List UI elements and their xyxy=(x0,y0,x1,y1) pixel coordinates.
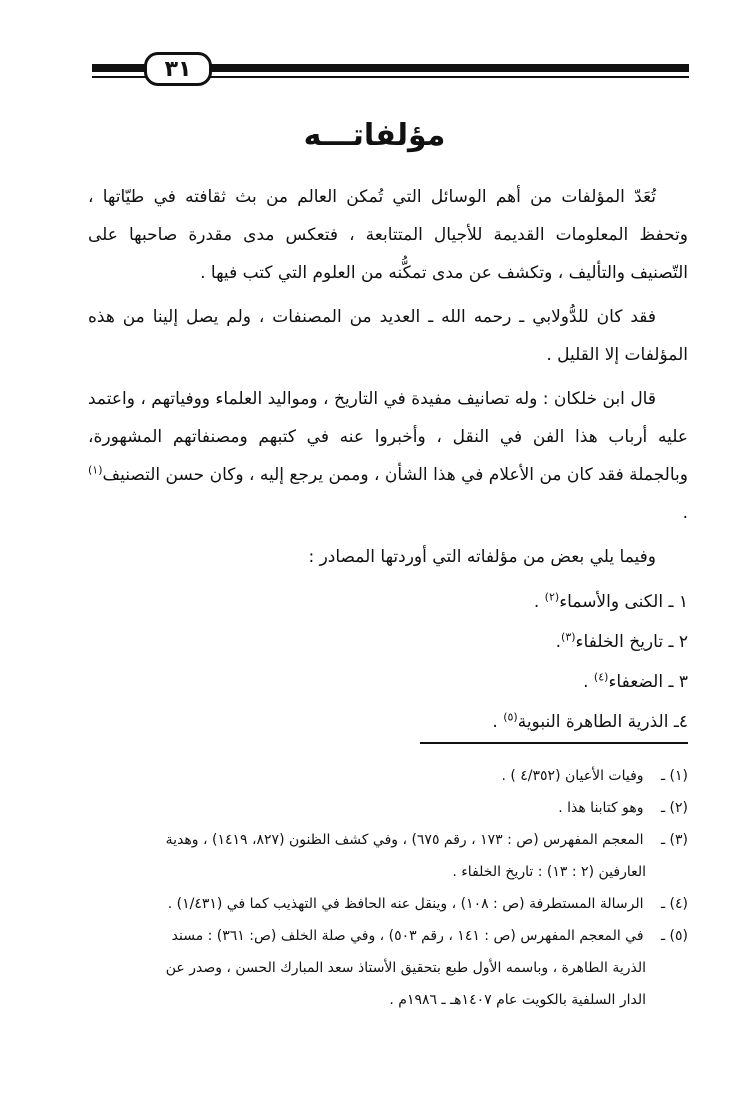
footnote-4 xyxy=(88,888,688,920)
paragraph-4: وفيما يلي بعض من مؤلفاته التي أوردتها المصادر : xyxy=(308,547,656,567)
footnote-text: وهو كتابنا هذا . xyxy=(558,800,644,816)
footnote-text: المعجم المفهرس (ص : ١٧٣ ، رقم ٦٧٥) ، وفي كشف الظنون (٨٢٧، ١٤١٩) ، وهدية xyxy=(165,832,644,848)
page-header xyxy=(92,52,689,86)
list-item-number: ٢ xyxy=(678,632,688,652)
footnote-number: (٤) ـ xyxy=(660,896,688,912)
footnote-ref-4[interactable]: (٤) xyxy=(593,670,609,684)
list-item-end: . xyxy=(555,632,562,652)
list-item-end: . xyxy=(583,672,594,692)
works-list xyxy=(88,582,688,742)
list-item-end: . xyxy=(533,592,545,612)
footnote-ref-5[interactable]: (٥) xyxy=(503,710,518,724)
body-text xyxy=(88,178,688,742)
list-item-number: ١ xyxy=(678,592,688,612)
footnote-number: (٢) ـ xyxy=(660,800,688,816)
footnote-ref-2[interactable]: (٢) xyxy=(544,590,560,604)
footnote-5-continued-2: الدار السلفية بالكويت عام ١٤٠٧هـ ـ ١٩٨٦م . xyxy=(389,992,646,1008)
paragraph-3 xyxy=(88,380,688,532)
footnote-3-continued: العارفين (٢ : ١٣) : تاريخ الخلفاء . xyxy=(452,864,646,880)
footnote-5-continued: الذرية الطاهرة ، وباسمه الأول طبع بتحقيق الأستاذ سعد المبارك الحسن ، وصدر عن xyxy=(165,960,646,976)
list-item-text: ـ الكنى والأسماء xyxy=(559,592,674,612)
list-item-text: ـ تاريخ الخلفاء xyxy=(575,632,674,652)
list-item xyxy=(88,662,688,702)
footnote-separator xyxy=(420,742,688,744)
footnote-3 xyxy=(88,824,688,856)
section-title: مؤلفاتـــه xyxy=(303,118,446,153)
footnotes xyxy=(88,760,688,1016)
footnote-text: الرسالة المستطرفة (ص : ١٠٨) ، وينقل عنه الحافظ في التهذيب كما في (١/٤٣١) . xyxy=(167,896,644,912)
paragraph-1: تُعَدّ المؤلفات من أهم الوسائل التي تُمكن العالم من بث ثقافته في طيّاتها ، وتحفظ المعلومات القديمة للأجيال المتتابعة ، فتعكس مدى مقدرة صاحبها على التّصنيف والتأليف ، وتكشف عن مدى تمكُّنه من العلوم التي كتب فيها . xyxy=(88,187,688,283)
footnote-number: (١) ـ xyxy=(660,768,688,784)
paragraph-2: فقد كان للدُّولابي ـ رحمه الله ـ العديد من المصنفات ، ولم يصل إلينا من هذه المؤلفات إلا القليل . xyxy=(88,307,688,365)
list-item-text: ـ الذرية الطاهرة النبوية xyxy=(517,712,679,732)
footnote-number: (٥) ـ xyxy=(660,928,688,944)
paragraph-3-end: . xyxy=(682,503,688,523)
list-item xyxy=(88,702,688,742)
list-item-end: . xyxy=(492,712,504,732)
list-item xyxy=(88,622,688,662)
list-item-text: ـ الضعفاء xyxy=(608,672,674,692)
list-item-number: ٣ xyxy=(678,672,688,692)
footnote-ref-3[interactable]: (٣) xyxy=(561,630,576,644)
footnote-2 xyxy=(88,792,688,824)
footnote-5 xyxy=(88,920,688,952)
list-item xyxy=(88,582,688,622)
list-item-number: ٤ xyxy=(678,712,688,732)
paragraph-3-text: قال ابن خلكان : وله تصانيف مفيدة في التاريخ ، ومواليد العلماء ووفياتهم ، واعتمد عليه أرباب هذا الفن في النقل ، وأخبروا عنه في كتبهم ومصنفاتهم المشهورة، وبالجملة فقد كان من الأعلام في هذا الشأن ، وممن يرجع إليه ، وكان حسن التصنيف xyxy=(88,389,688,485)
footnote-1 xyxy=(88,760,688,792)
footnote-text: في المعجم المفهرس (ص : ١٤١ ، رقم ٥٠٣) ، وفي صلة الخلف (ص: ٣٦١) : مسند xyxy=(171,928,644,944)
footnote-ref-1[interactable]: (١) xyxy=(88,463,103,477)
footnote-number: (٣) ـ xyxy=(660,832,688,848)
page-number: ٣١ xyxy=(144,52,212,86)
footnote-text: وفيات الأعيان (٤/٣٥٢ ) . xyxy=(501,768,644,784)
